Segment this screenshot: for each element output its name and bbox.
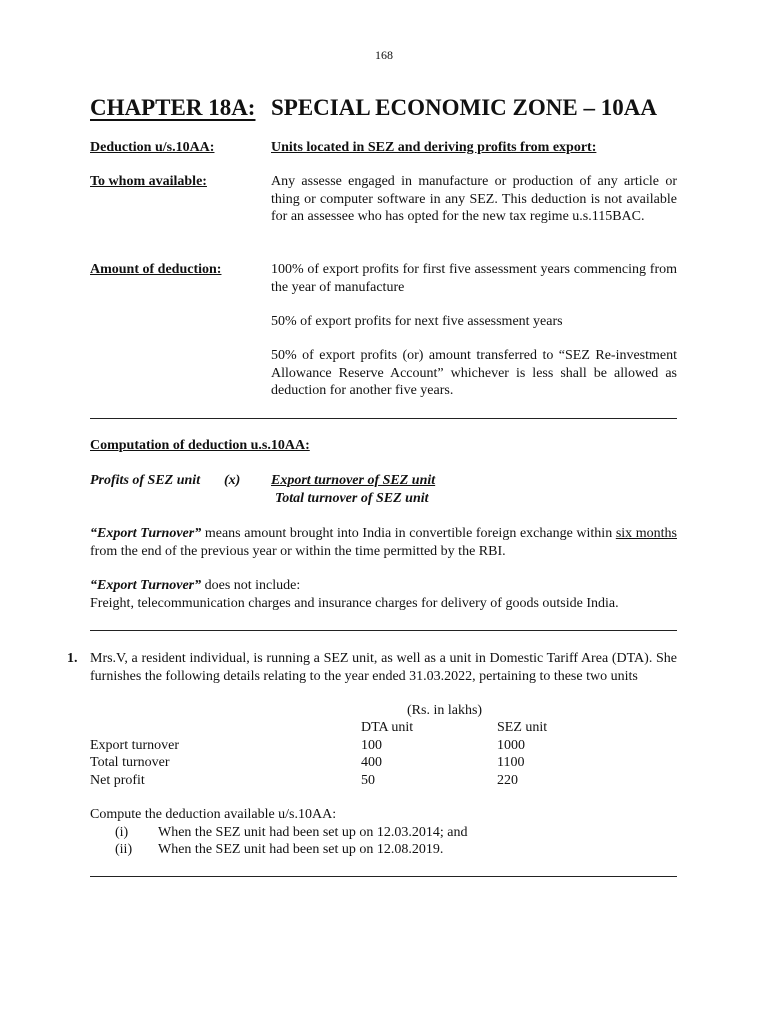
formula-numerator: Export turnover of SEZ unit <box>271 473 436 488</box>
cell-dta: 100 <box>361 738 382 753</box>
cell-sez: 220 <box>497 773 518 788</box>
row-label: Export turnover <box>90 738 180 753</box>
whom-label: To whom available: <box>90 174 207 189</box>
exclusion-intro <box>90 577 677 595</box>
question-text: Mrs.V, a resident individual, is running a SEZ unit, as well as a unit in Domestic Tariff Area (DTA). She furnishes the following details relating to the year ended 31.03.2022, pertaining to these two units <box>90 651 677 684</box>
deduction-text: Units located in SEZ and deriving profits from export: <box>271 140 597 155</box>
cell-sez: 1100 <box>497 755 525 770</box>
row-label: Total turnover <box>90 755 170 770</box>
cell-sez: 1000 <box>497 738 525 753</box>
exclusion-rest: does not include: <box>201 578 301 593</box>
cell-dta: 400 <box>361 755 382 770</box>
amount-label: Amount of deduction: <box>90 262 222 277</box>
exclusion-term: “Export Turnover” <box>90 578 202 593</box>
divider <box>90 876 677 877</box>
row-label: Net profit <box>90 773 145 788</box>
part-number: (ii) <box>115 842 133 857</box>
export-def-part-a: means amount brought into India in convertible foreign exchange within <box>201 526 616 541</box>
computation-heading: Computation of deduction u.s.10AA: <box>90 438 310 453</box>
question-number: 1. <box>67 651 78 666</box>
deduction-label: Deduction u/s.10AA: <box>90 140 215 155</box>
units-note: (Rs. in lakhs) <box>407 703 483 718</box>
divider <box>90 418 677 419</box>
amount-para-1: 100% of export profits for first five assessment years commencing from the year of manufacture <box>271 262 677 295</box>
formula-left: Profits of SEZ unit <box>90 473 201 488</box>
question-ask: Compute the deduction available u/s.10AA: <box>90 807 337 822</box>
page-number: 168 <box>375 48 393 62</box>
exclusion-line: Freight, telecommunication charges and insurance charges for delivery of goods outside India. <box>90 596 619 611</box>
divider <box>90 630 677 631</box>
part-text: When the SEZ unit had been set up on 12.03.2014; and <box>158 825 468 840</box>
data-table <box>0 719 768 789</box>
part-text: When the SEZ unit had been set up on 12.08.2019. <box>158 842 444 857</box>
cell-dta: 50 <box>361 773 375 788</box>
amount-para-3: 50% of export profits (or) amount transferred to “SEZ Re-investment Allowance Reserve Account” whichever is less shall be allowed as deduction for another five years. <box>271 348 677 398</box>
column-header-sez: SEZ unit <box>497 720 548 735</box>
amount-para-2: 50% of export profits for next five assessment years <box>271 314 563 329</box>
export-def-underlined: six months <box>615 526 677 541</box>
chapter-heading <box>90 94 677 124</box>
whom-text: Any assesse engaged in manufacture or production of any article or thing or computer software in any SEZ. This deduction is not available for an assessee who has opted for the new tax regime u.s.115BAC. <box>271 174 677 224</box>
column-header-dta: DTA unit <box>361 720 414 735</box>
export-turnover-definition <box>90 525 677 560</box>
chapter-title: SPECIAL ECONOMIC ZONE – 10AA <box>271 95 657 120</box>
export-term: “Export Turnover” <box>90 526 202 541</box>
chapter-label: CHAPTER 18A: <box>90 95 256 120</box>
part-number: (i) <box>115 825 129 840</box>
export-def-part-b: from the end of the previous year or within the time permitted by the RBI. <box>90 543 506 559</box>
formula-operator: (x) <box>224 473 241 488</box>
formula-denominator: Total turnover of SEZ unit <box>275 491 429 506</box>
